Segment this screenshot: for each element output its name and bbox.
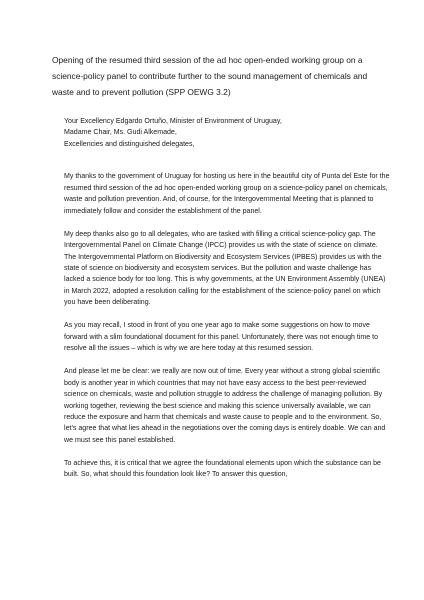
body-paragraph: My thanks to the government of Uruguay for hosting us here in the beautiful city of Punta del Este for the resumed third session of the ad hoc open-ended working group on a science-policy panel on chemicals, waste and pollution prevention. And, of course, for the Intergovernmental Meeting that is planned to immediately follow and consider the establishment of the panel. (64, 173, 390, 215)
body-paragraph: As you may recall, I stood in front of you one year ago to make some suggestions on how to move forward with a slim foundational document for this panel. Unfortunately, there was not enough time to resolve all the issues – which is why we are here today at this resumed session. (64, 322, 379, 353)
body-paragraph: My deep thanks also go to all delegates, who are tasked with filling a critical science-policy gap. The Intergovernmental Panel on Climate Change (IPCC) provides us with the state of science on climate. The Intergovernmental Platform on Biodiversity and Ecosystem Services (IPBES) provides us with the state of science on biodiversity and ecosystem services. But the pollution and waste challenge has lacked a science body for too long. This is why governments, at the UN Environment Assembly (UNEA) in March 2022, adopted a resolution calling for the establishment of the science-policy panel on which you have been deliberating. (64, 230, 386, 307)
body-paragraph: And please let me be clear: we really are now out of time. Every year without a strong global scientific body is another year in which countries that may not have easy access to the best peer-reviewed science on chemicals, waste and pollution struggle to address the challenge of managing pollution. By working together, reviewing the best science and making this science universally available, we can reduce the exposure and harm that chemicals and waste cause to people and to the environment. So, let’s agree that what lies ahead in the negotiations over the coming days is entirely doable. We can and we must see this panel established. (64, 368, 386, 444)
salutation-block (64, 116, 390, 150)
document-body (64, 116, 390, 492)
document-title: Opening of the resumed third session of the ad hoc open-ended working group on a science-policy panel to contribute further to the sound management of chemicals and waste and to prevent pollution (SPP OEWG 3.2) (52, 55, 368, 97)
salutation-line: Madame Chair, Ms. Gudi Alkemade, (64, 129, 177, 137)
salutation-line: Your Excellency Edgardo Ortuño, Minister of Environment of Uruguay, (64, 118, 282, 125)
salutation-line: Excellencies and distinguished delegates, (64, 140, 195, 148)
body-paragraph: To achieve this, it is critical that we agree the foundational elements upon which the substance can be built. So, what should this foundation look like? To answer this question, (64, 459, 381, 479)
